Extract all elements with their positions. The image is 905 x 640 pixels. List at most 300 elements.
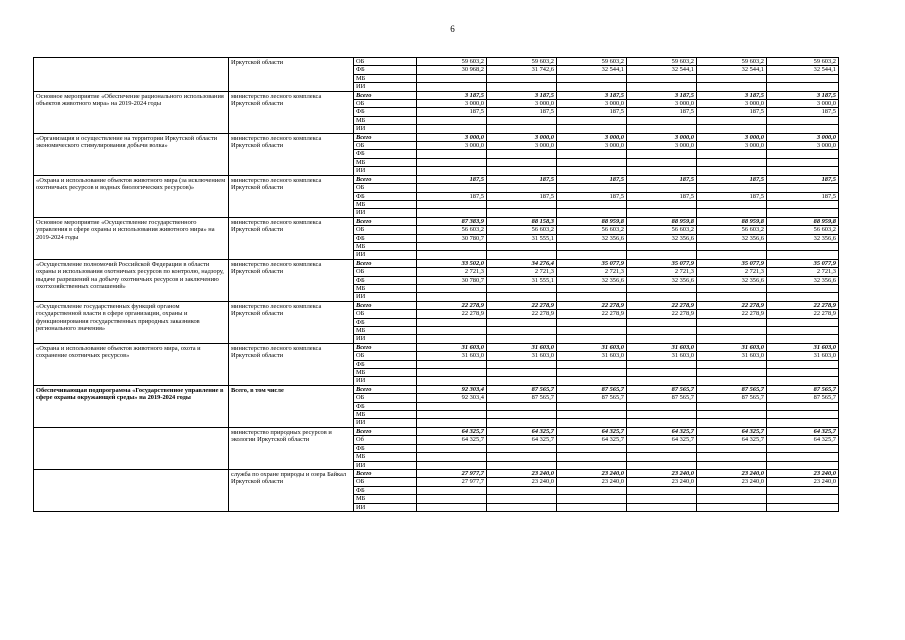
- amount-cell: 32 356,6: [557, 276, 627, 284]
- table-row: [34, 175, 839, 183]
- amount-cell: [767, 83, 839, 91]
- amount-cell: 27 977,7: [417, 478, 487, 486]
- amount-cell: 31 603,0: [487, 352, 557, 360]
- amount-cell: [627, 495, 697, 503]
- funding-source-cell: ИИ: [354, 377, 417, 385]
- amount-cell: 59 603,2: [487, 58, 557, 66]
- amount-cell: 64 325,7: [627, 427, 697, 435]
- amount-cell: [697, 125, 767, 133]
- amount-cell: 31 603,0: [767, 352, 839, 360]
- amount-cell: [557, 318, 627, 326]
- amount-cell: 56 603,2: [767, 226, 839, 234]
- funding-source-cell: МБ: [354, 411, 417, 419]
- funding-source-cell: ОБ: [354, 184, 417, 192]
- amount-cell: [487, 74, 557, 82]
- amount-cell: 187,5: [557, 175, 627, 183]
- funding-source-cell: МБ: [354, 453, 417, 461]
- amount-cell: 64 325,7: [417, 427, 487, 435]
- amount-cell: [697, 360, 767, 368]
- amount-cell: [557, 377, 627, 385]
- funding-source-cell: ИИ: [354, 335, 417, 343]
- amount-cell: [557, 200, 627, 208]
- amount-cell: [767, 495, 839, 503]
- funding-source-cell: ОБ: [354, 226, 417, 234]
- amount-cell: [627, 116, 697, 124]
- amount-cell: 23 240,0: [487, 478, 557, 486]
- amount-cell: [697, 503, 767, 511]
- amount-cell: [557, 335, 627, 343]
- amount-cell: [767, 411, 839, 419]
- amount-cell: 32 544,1: [767, 66, 839, 74]
- funding-source-cell: Всего: [354, 259, 417, 267]
- amount-cell: 31 603,0: [487, 343, 557, 351]
- amount-cell: 64 325,7: [487, 436, 557, 444]
- amount-cell: 23 240,0: [697, 478, 767, 486]
- amount-cell: [697, 486, 767, 494]
- amount-cell: 33 502,0: [417, 259, 487, 267]
- amount-cell: 31 603,0: [697, 343, 767, 351]
- amount-cell: [487, 150, 557, 158]
- amount-cell: 31 603,0: [557, 352, 627, 360]
- amount-cell: [417, 419, 487, 427]
- amount-cell: 2 721,3: [487, 268, 557, 276]
- amount-cell: 3 000,0: [697, 100, 767, 108]
- amount-cell: [557, 369, 627, 377]
- funding-source-cell: ФБ: [354, 234, 417, 242]
- funding-source-cell: Об: [354, 436, 417, 444]
- amount-cell: 187,5: [487, 175, 557, 183]
- amount-cell: [627, 150, 697, 158]
- funding-source-cell: ИИ: [354, 83, 417, 91]
- amount-cell: 187,5: [697, 108, 767, 116]
- activity-name-cell: [34, 58, 229, 92]
- amount-cell: 3 000,0: [627, 142, 697, 150]
- amount-cell: [417, 402, 487, 410]
- amount-cell: 32 356,6: [767, 234, 839, 242]
- funding-source-cell: ИИ: [354, 125, 417, 133]
- executor-cell: министерство лесного комплекса Иркутской области: [229, 343, 354, 385]
- amount-cell: 3 000,0: [767, 142, 839, 150]
- amount-cell: [487, 411, 557, 419]
- amount-cell: [487, 461, 557, 469]
- amount-cell: 22 278,9: [487, 301, 557, 309]
- amount-cell: [627, 158, 697, 166]
- activity-name-cell: «Осуществление полномочий Российской Федерации в области охраны и использования охотничьих ресурсов по контролю, надзору, выдаче разрешений на добычу охотничьих ресурсов и заключению охотхозяйственных соглашений»: [34, 259, 229, 301]
- amount-cell: 23 240,0: [557, 469, 627, 477]
- executor-cell: служба по охране природы и озера Байкал Иркутской области: [229, 469, 354, 511]
- amount-cell: 64 325,7: [627, 436, 697, 444]
- amount-cell: [487, 495, 557, 503]
- amount-cell: 3 000,0: [557, 133, 627, 141]
- amount-cell: [417, 335, 487, 343]
- amount-cell: 31 742,6: [487, 66, 557, 74]
- amount-cell: 59 603,2: [767, 58, 839, 66]
- amount-cell: [697, 184, 767, 192]
- amount-cell: [557, 444, 627, 452]
- amount-cell: [627, 284, 697, 292]
- amount-cell: [417, 377, 487, 385]
- budget-table: [33, 57, 839, 512]
- amount-cell: [627, 83, 697, 91]
- amount-cell: [767, 503, 839, 511]
- table-row: [34, 133, 839, 141]
- amount-cell: 87 565,7: [627, 394, 697, 402]
- amount-cell: [557, 503, 627, 511]
- funding-source-cell: ОБ: [354, 142, 417, 150]
- funding-source-cell: ИИ: [354, 251, 417, 259]
- amount-cell: 87 565,7: [767, 385, 839, 393]
- amount-cell: [417, 486, 487, 494]
- funding-source-cell: ФБ: [354, 486, 417, 494]
- amount-cell: [557, 486, 627, 494]
- executor-cell: министерство лесного комплекса Иркутской области: [229, 259, 354, 301]
- amount-cell: 87 565,7: [697, 385, 767, 393]
- amount-cell: [557, 495, 627, 503]
- table-row: [34, 259, 839, 267]
- amount-cell: [557, 167, 627, 175]
- amount-cell: 35 077,9: [627, 259, 697, 267]
- amount-cell: [767, 453, 839, 461]
- amount-cell: 64 325,7: [767, 427, 839, 435]
- funding-source-cell: МБ: [354, 284, 417, 292]
- amount-cell: 56 603,2: [487, 226, 557, 234]
- activity-name-cell: «Организация и осуществление на территории Иркутской области экономического стимулирования добычи волка»: [34, 133, 229, 175]
- amount-cell: [487, 251, 557, 259]
- amount-cell: 31 603,0: [627, 352, 697, 360]
- amount-cell: [487, 335, 557, 343]
- amount-cell: [697, 369, 767, 377]
- funding-source-cell: ОБ: [354, 268, 417, 276]
- amount-cell: 64 325,7: [767, 436, 839, 444]
- amount-cell: 64 325,7: [697, 427, 767, 435]
- funding-source-cell: Всего: [354, 343, 417, 351]
- amount-cell: [697, 495, 767, 503]
- amount-cell: [697, 444, 767, 452]
- amount-cell: [767, 327, 839, 335]
- amount-cell: 87 383,9: [417, 217, 487, 225]
- amount-cell: 34 276,4: [487, 259, 557, 267]
- executor-cell: министерство лесного комплекса Иркутской области: [229, 217, 354, 259]
- amount-cell: 3 187,5: [697, 91, 767, 99]
- executor-cell: министерство лесного комплекса Иркутской области: [229, 91, 354, 133]
- amount-cell: [767, 184, 839, 192]
- amount-cell: 3 000,0: [697, 133, 767, 141]
- amount-cell: [627, 377, 697, 385]
- amount-cell: 23 240,0: [487, 469, 557, 477]
- table-row: [34, 427, 839, 435]
- amount-cell: 3 000,0: [627, 133, 697, 141]
- amount-cell: [697, 200, 767, 208]
- executor-cell: министерство лесного комплекса Иркутской области: [229, 175, 354, 217]
- table-row: [34, 301, 839, 309]
- amount-cell: [627, 184, 697, 192]
- amount-cell: 22 278,9: [557, 310, 627, 318]
- amount-cell: [557, 150, 627, 158]
- funding-source-cell: МБ: [354, 369, 417, 377]
- amount-cell: [557, 419, 627, 427]
- funding-source-cell: ФБ: [354, 360, 417, 368]
- amount-cell: [627, 242, 697, 250]
- amount-cell: [557, 293, 627, 301]
- funding-source-cell: ФБ: [354, 108, 417, 116]
- amount-cell: [767, 318, 839, 326]
- activity-name-cell: «Охрана и использование объектов животного мира, охота и сохранение охотничьих ресурсов»: [34, 343, 229, 385]
- amount-cell: [627, 486, 697, 494]
- amount-cell: 187,5: [417, 175, 487, 183]
- table-row: [34, 385, 839, 393]
- funding-source-cell: ФБ: [354, 66, 417, 74]
- amount-cell: 31 603,0: [417, 343, 487, 351]
- amount-cell: 2 721,3: [417, 268, 487, 276]
- amount-cell: [627, 293, 697, 301]
- amount-cell: [417, 158, 487, 166]
- amount-cell: 22 278,9: [767, 310, 839, 318]
- amount-cell: 59 603,2: [557, 58, 627, 66]
- amount-cell: 22 278,9: [417, 301, 487, 309]
- activity-name-cell: Основное мероприятие «Осуществление государственного управления в сфере охраны и использования животного мира» на 2019-2024 годы: [34, 217, 229, 259]
- amount-cell: 187,5: [487, 192, 557, 200]
- amount-cell: [487, 200, 557, 208]
- amount-cell: 187,5: [557, 192, 627, 200]
- amount-cell: 87 565,7: [487, 394, 557, 402]
- amount-cell: [767, 486, 839, 494]
- funding-source-cell: ФБ: [354, 402, 417, 410]
- activity-name-cell: [34, 469, 229, 511]
- funding-source-cell: ФБ: [354, 276, 417, 284]
- amount-cell: [697, 83, 767, 91]
- amount-cell: 32 356,6: [697, 234, 767, 242]
- amount-cell: [417, 411, 487, 419]
- amount-cell: 88 959,8: [767, 217, 839, 225]
- amount-cell: [417, 251, 487, 259]
- amount-cell: [697, 402, 767, 410]
- amount-cell: 3 187,5: [417, 91, 487, 99]
- amount-cell: 23 240,0: [627, 469, 697, 477]
- amount-cell: [627, 209, 697, 217]
- amount-cell: 187,5: [767, 175, 839, 183]
- amount-cell: [487, 503, 557, 511]
- amount-cell: 56 603,2: [627, 226, 697, 234]
- table-row: [34, 343, 839, 351]
- amount-cell: [487, 444, 557, 452]
- amount-cell: 3 187,5: [557, 91, 627, 99]
- amount-cell: 30 780,7: [417, 234, 487, 242]
- amount-cell: [417, 209, 487, 217]
- amount-cell: [697, 242, 767, 250]
- amount-cell: [767, 242, 839, 250]
- amount-cell: [557, 74, 627, 82]
- amount-cell: 23 240,0: [627, 478, 697, 486]
- activity-name-cell: Обеспечивающая подпрограмма «Государственное управление в сфере охраны окружающей среды» на 2019-2024 годы: [34, 385, 229, 427]
- amount-cell: 87 565,7: [487, 385, 557, 393]
- budget-table-body: [34, 58, 839, 512]
- amount-cell: [417, 461, 487, 469]
- amount-cell: [557, 284, 627, 292]
- amount-cell: 64 325,7: [557, 427, 627, 435]
- funding-source-cell: МБ: [354, 327, 417, 335]
- amount-cell: 31 603,0: [557, 343, 627, 351]
- amount-cell: [417, 503, 487, 511]
- amount-cell: [557, 327, 627, 335]
- amount-cell: 23 240,0: [697, 469, 767, 477]
- amount-cell: [417, 495, 487, 503]
- amount-cell: [417, 167, 487, 175]
- amount-cell: 92 303,4: [417, 394, 487, 402]
- amount-cell: 31 603,0: [767, 343, 839, 351]
- amount-cell: 3 000,0: [697, 142, 767, 150]
- amount-cell: [627, 419, 697, 427]
- amount-cell: 3 000,0: [417, 142, 487, 150]
- amount-cell: 87 565,7: [557, 394, 627, 402]
- amount-cell: 35 077,9: [767, 259, 839, 267]
- amount-cell: 32 544,1: [697, 66, 767, 74]
- amount-cell: [417, 184, 487, 192]
- amount-cell: 2 721,3: [697, 268, 767, 276]
- amount-cell: [627, 461, 697, 469]
- funding-source-cell: Всего: [354, 469, 417, 477]
- funding-source-cell: Всего: [354, 217, 417, 225]
- amount-cell: [767, 200, 839, 208]
- amount-cell: 88 959,8: [697, 217, 767, 225]
- funding-source-cell: Всего: [354, 385, 417, 393]
- executor-cell: министерство природных ресурсов и экологии Иркутской области: [229, 427, 354, 469]
- amount-cell: [487, 125, 557, 133]
- amount-cell: 3 187,5: [767, 91, 839, 99]
- amount-cell: 187,5: [417, 108, 487, 116]
- amount-cell: 87 565,7: [767, 394, 839, 402]
- amount-cell: 35 077,9: [557, 259, 627, 267]
- amount-cell: 32 544,1: [557, 66, 627, 74]
- amount-cell: 87 565,7: [627, 385, 697, 393]
- funding-source-cell: ОБ: [354, 310, 417, 318]
- funding-source-cell: МБ: [354, 116, 417, 124]
- amount-cell: [487, 209, 557, 217]
- amount-cell: 23 240,0: [767, 478, 839, 486]
- amount-cell: [767, 125, 839, 133]
- amount-cell: 30 780,7: [417, 276, 487, 284]
- amount-cell: [627, 335, 697, 343]
- activity-name-cell: Основное мероприятие «Обеспечение рационального использования объектов животного мира» на 2019-2024 годы: [34, 91, 229, 133]
- activity-name-cell: «Охрана и использование объектов животного мира (за исключением охотничьих ресурсов и водных биологических ресурсов)»: [34, 175, 229, 217]
- amount-cell: 187,5: [417, 192, 487, 200]
- amount-cell: 88 959,8: [557, 217, 627, 225]
- amount-cell: 31 555,1: [487, 276, 557, 284]
- executor-cell: Всего, в том числе: [229, 385, 354, 427]
- amount-cell: [767, 158, 839, 166]
- amount-cell: [767, 116, 839, 124]
- funding-source-cell: ИИ: [354, 167, 417, 175]
- amount-cell: [697, 158, 767, 166]
- amount-cell: [767, 369, 839, 377]
- amount-cell: 22 278,9: [627, 301, 697, 309]
- amount-cell: [417, 369, 487, 377]
- amount-cell: [557, 209, 627, 217]
- amount-cell: 187,5: [627, 175, 697, 183]
- amount-cell: [417, 74, 487, 82]
- amount-cell: [767, 402, 839, 410]
- amount-cell: 59 603,2: [417, 58, 487, 66]
- amount-cell: [487, 116, 557, 124]
- amount-cell: [417, 360, 487, 368]
- amount-cell: [557, 184, 627, 192]
- executor-cell: Иркутской области: [229, 58, 354, 92]
- amount-cell: [417, 327, 487, 335]
- amount-cell: [417, 242, 487, 250]
- amount-cell: 2 721,3: [767, 268, 839, 276]
- amount-cell: [697, 251, 767, 259]
- amount-cell: [697, 284, 767, 292]
- amount-cell: [557, 158, 627, 166]
- amount-cell: 187,5: [487, 108, 557, 116]
- amount-cell: 35 077,9: [697, 259, 767, 267]
- amount-cell: [417, 453, 487, 461]
- amount-cell: [697, 74, 767, 82]
- amount-cell: 3 000,0: [417, 133, 487, 141]
- funding-source-cell: Всего: [354, 175, 417, 183]
- amount-cell: 32 356,6: [767, 276, 839, 284]
- amount-cell: [627, 411, 697, 419]
- amount-cell: 3 000,0: [417, 100, 487, 108]
- table-row: [34, 469, 839, 477]
- amount-cell: [767, 377, 839, 385]
- page-number: 6: [450, 24, 455, 34]
- amount-cell: 32 356,6: [627, 276, 697, 284]
- amount-cell: 32 544,1: [627, 66, 697, 74]
- amount-cell: [417, 150, 487, 158]
- amount-cell: [417, 318, 487, 326]
- funding-source-cell: ИИ: [354, 503, 417, 511]
- amount-cell: [487, 318, 557, 326]
- funding-source-cell: Всего: [354, 133, 417, 141]
- activity-name-cell: «Осуществление государственных функций органом государственной власти в сфере организации, охраны и функционирования государственных природных заказников регионального значения»: [34, 301, 229, 343]
- amount-cell: 59 603,2: [627, 58, 697, 66]
- amount-cell: [417, 83, 487, 91]
- amount-cell: 3 000,0: [487, 142, 557, 150]
- amount-cell: 56 603,2: [417, 226, 487, 234]
- amount-cell: [557, 411, 627, 419]
- amount-cell: 22 278,9: [697, 301, 767, 309]
- amount-cell: [767, 360, 839, 368]
- table-row: [34, 217, 839, 225]
- funding-source-cell: МБ: [354, 242, 417, 250]
- amount-cell: 187,5: [697, 175, 767, 183]
- funding-source-cell: ФБ: [354, 318, 417, 326]
- amount-cell: 64 325,7: [557, 436, 627, 444]
- amount-cell: 3 187,5: [487, 91, 557, 99]
- amount-cell: [697, 411, 767, 419]
- amount-cell: 2 721,3: [557, 268, 627, 276]
- amount-cell: [767, 209, 839, 217]
- table-row: [34, 91, 839, 99]
- amount-cell: 22 278,9: [627, 310, 697, 318]
- amount-cell: [697, 327, 767, 335]
- amount-cell: 64 325,7: [417, 436, 487, 444]
- amount-cell: [557, 125, 627, 133]
- amount-cell: [557, 116, 627, 124]
- amount-cell: [417, 284, 487, 292]
- amount-cell: 22 278,9: [697, 310, 767, 318]
- amount-cell: [767, 444, 839, 452]
- amount-cell: [557, 242, 627, 250]
- amount-cell: [627, 74, 697, 82]
- amount-cell: 32 356,6: [697, 276, 767, 284]
- amount-cell: [627, 444, 697, 452]
- amount-cell: [767, 335, 839, 343]
- amount-cell: [697, 419, 767, 427]
- funding-source-cell: ИИ: [354, 293, 417, 301]
- amount-cell: [767, 284, 839, 292]
- amount-cell: 187,5: [627, 192, 697, 200]
